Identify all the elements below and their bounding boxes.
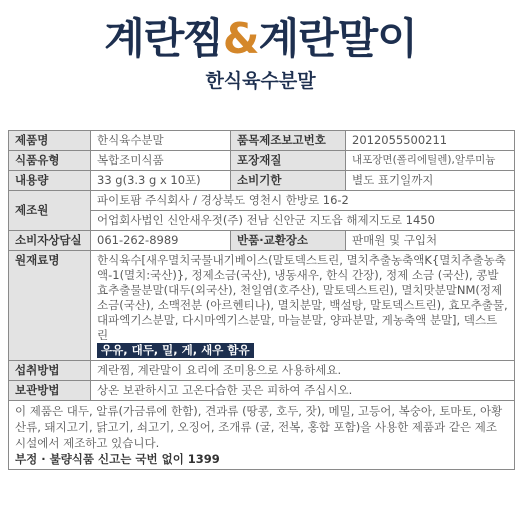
label-table (8, 130, 515, 470)
storage-label: 보관방법 (9, 381, 91, 401)
returns-label: 반품·교환장소 (231, 231, 346, 251)
returns-value: 판매원 및 구입처 (346, 231, 515, 251)
content-label: 내용량 (9, 171, 91, 191)
storage-value: 상온 보관하시고 고온다습한 곳은 피하여 주십시오. (91, 381, 515, 401)
food-type-value: 복합조미식품 (91, 151, 231, 171)
title-part1: 계란찜 (104, 14, 223, 63)
report-no-value: 2012055500211 (346, 131, 515, 151)
row-storage (9, 381, 515, 401)
expiry-value: 별도 표기일까지 (346, 171, 515, 191)
expiry-label: 소비기한 (231, 171, 346, 191)
intake-label: 섭취방법 (9, 361, 91, 381)
food-type-label: 식품유형 (9, 151, 91, 171)
ingredients-value: 한식육수[새우멸치국물내기베이스(말토덱스트린, 멸치추출농축액K{멸치추출농축액-1(멸치:국산)}, 정제소금(국산), 냉동새우, 한식 간장), 정제 소금 (국산), 콩발효추출물분말(대두(외국산), 천일염(호주산), 말토덱스트린), 멸치맛분말NM(정제소금(국산), 소맥전분 (아르헨티나), 멸치분말, 백설탕, 말토덱스트린), 효모추출물, 대파엑기스분말, 다시마엑기스분말, 마늘분말, 양파분말, 게농축액 분말], 덱스트린 (97, 253, 508, 342)
row-content-expiry (9, 171, 515, 191)
title-ampersand: & (222, 14, 259, 63)
allergen-facility-notice: 이 제품은 대두, 알류(가금류에 한함), 견과류 (땅콩, 호두, 잣), 메밀, 고등어, 복숭아, 토마토, 아황산류, 돼지고기, 닭고기, 쇠고기, 오징어, 조개류 (굴, 전복, 홍합 포함)을 사용한 제품과 같은 제조시설에서 제조하고 있습니다. (15, 404, 503, 450)
row-consumer-returns (9, 231, 515, 251)
ingredients-cell (91, 251, 515, 361)
packaging-label: 포장재질 (231, 151, 346, 171)
row-maker (9, 191, 515, 211)
notice-cell (9, 401, 515, 470)
product-subtitle: 한식육수분말 (205, 70, 316, 92)
row-notice (9, 401, 515, 470)
report-hotline: 부정 · 불량식품 신고는 국번 없이 1399 (15, 452, 220, 466)
product-name-value: 한식육수분말 (91, 131, 231, 151)
report-no-label: 품목제조보고번호 (231, 131, 346, 151)
ingredients-label: 원재료명 (9, 251, 91, 361)
allergen-notice: 우유, 대두, 밀, 게, 새우 함유 (97, 343, 254, 358)
title-part2: 계란말이 (258, 14, 417, 63)
consumer-value: 061-262-8989 (91, 231, 231, 251)
consumer-label: 소비자상담실 (9, 231, 91, 251)
product-name-label: 제품명 (9, 131, 91, 151)
product-title (0, 6, 521, 66)
row-type-packaging (9, 151, 515, 171)
maker-label: 제조원 (9, 191, 91, 231)
row-intake (9, 361, 515, 381)
maker-value-1: 파이토팜 주식회사 / 경상북도 영천시 한방로 16-2 (91, 191, 515, 211)
intake-value: 계란찜, 계란말이 요리에 조미용으로 사용하세요. (91, 361, 515, 381)
row-ingredients (9, 251, 515, 361)
content-value: 33 g(3.3 g x 10포) (91, 171, 231, 191)
maker-value-2: 어업회사법인 신안새우젓(주) 전남 신안군 지도읍 해제지도로 1450 (91, 211, 515, 231)
row-name-report (9, 131, 515, 151)
packaging-value: 내포장면(폴리에틸렌),알루미늄 (346, 151, 515, 171)
